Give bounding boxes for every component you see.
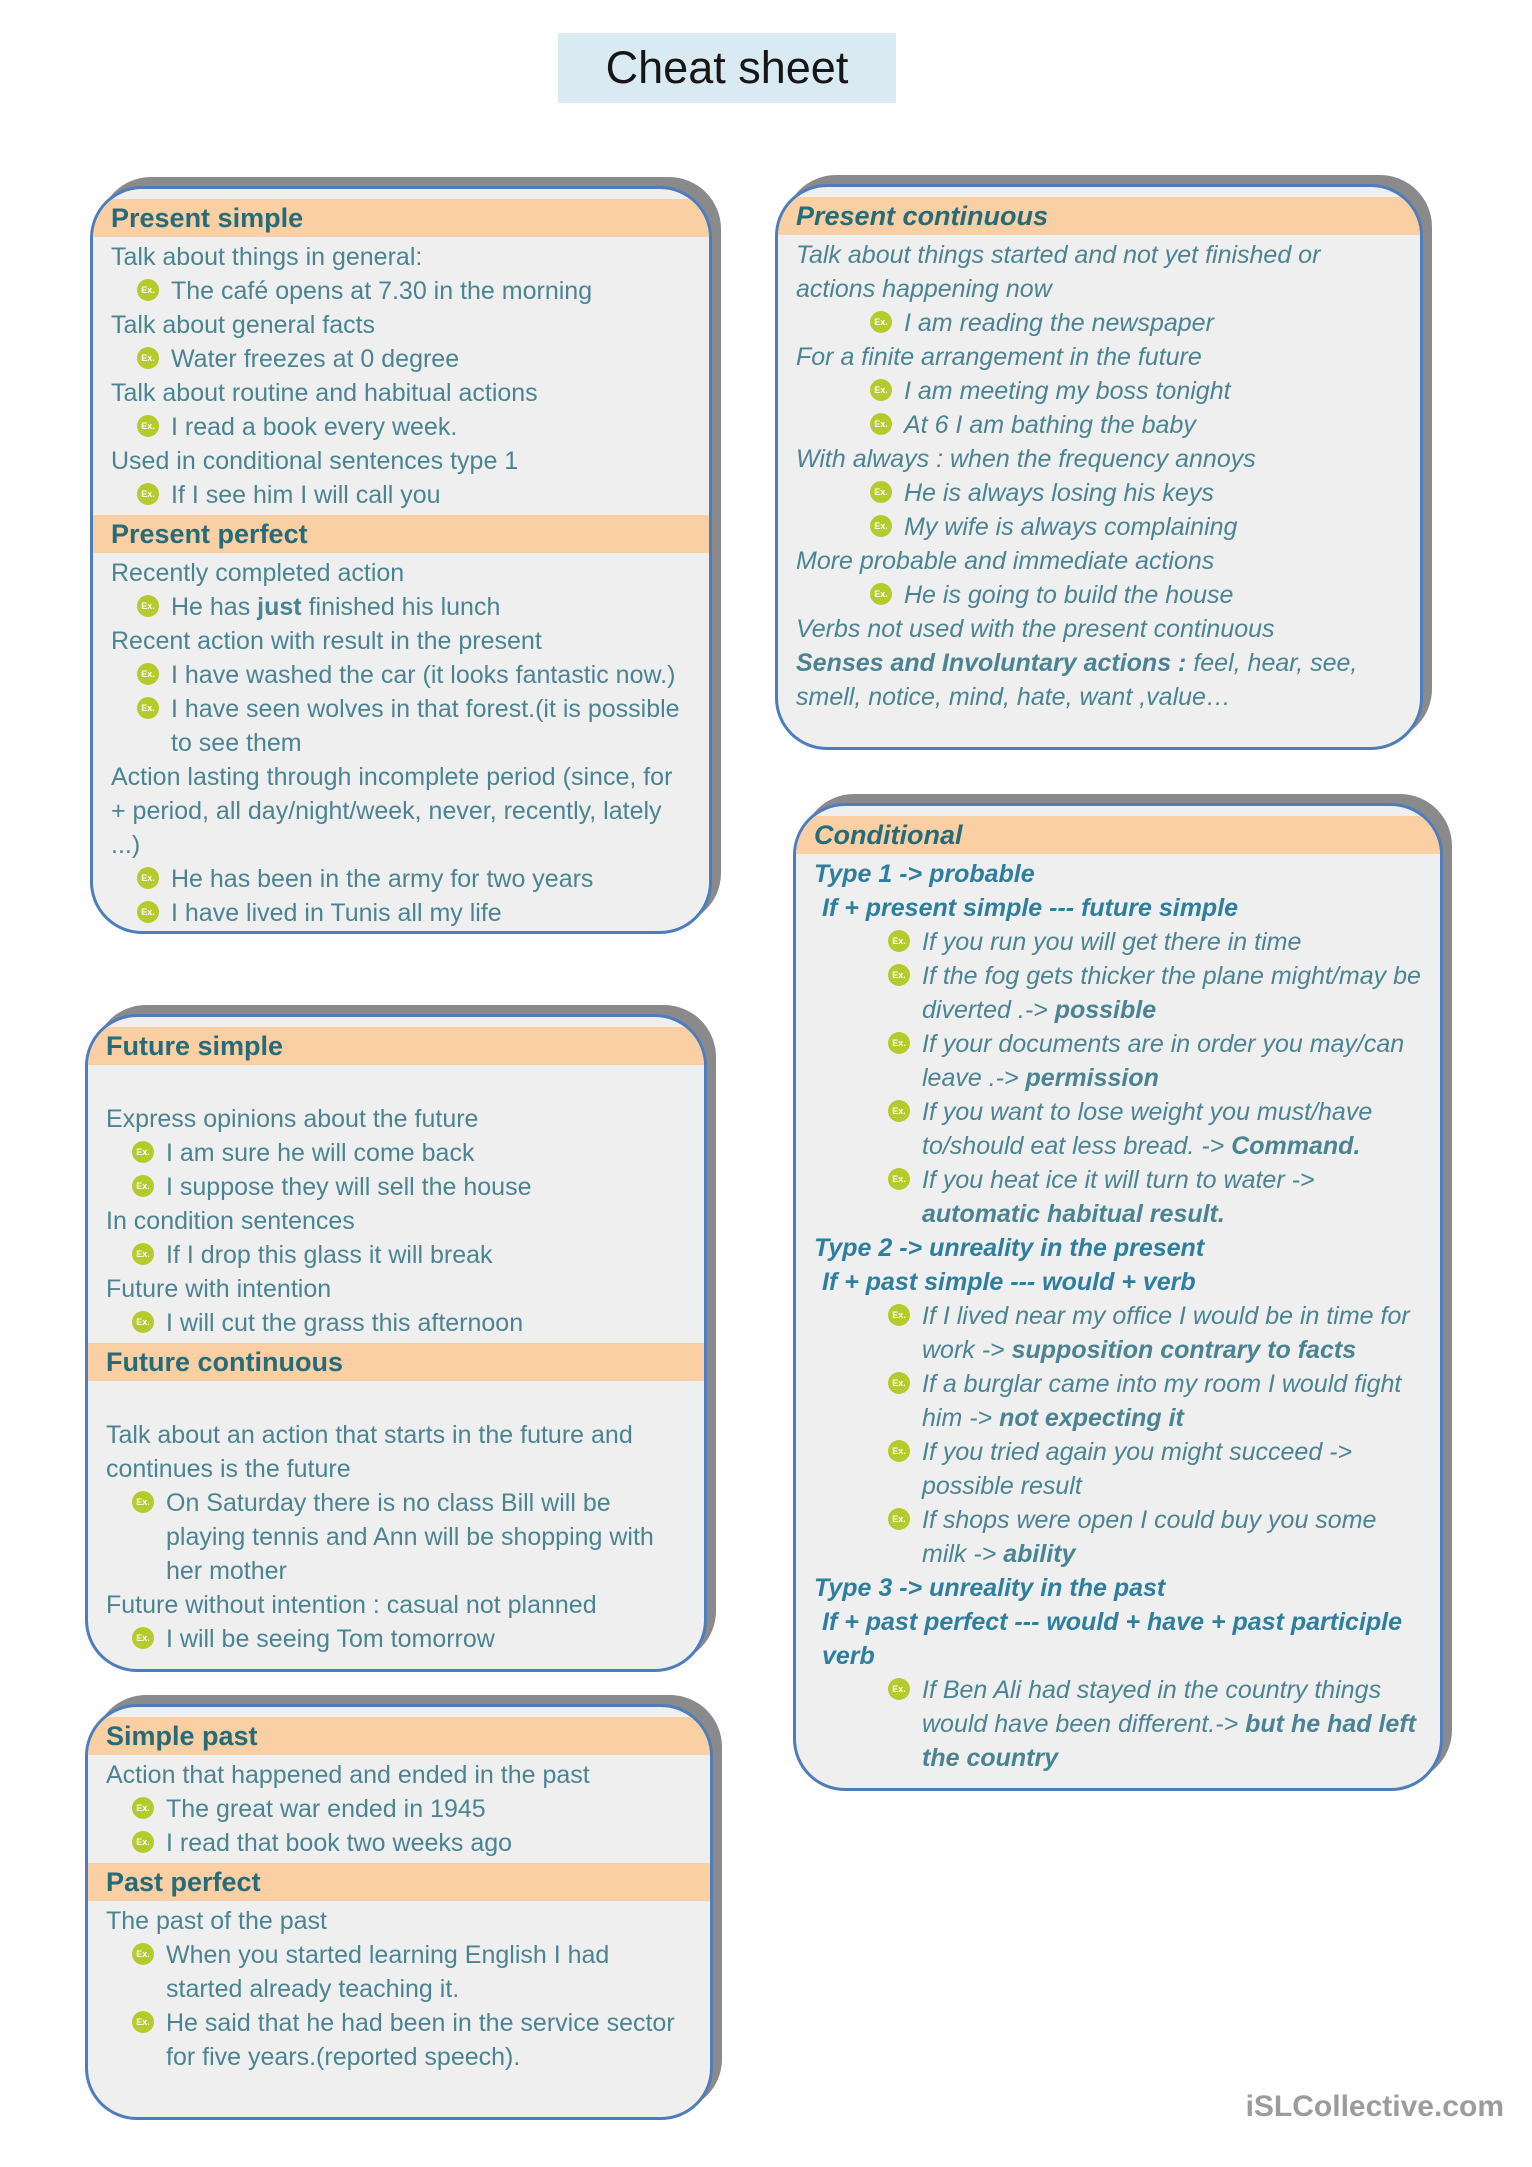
example-item: [88, 1826, 710, 1860]
spacer: [88, 1384, 704, 1418]
text-run: When you started learning English I had started already teaching it.: [166, 1941, 610, 2003]
text-run: I have lived in Tunis all my life: [171, 899, 502, 927]
text-run: not expecting it: [999, 1404, 1184, 1432]
example-bullet-icon: Ex.: [137, 595, 159, 617]
example-item: [778, 408, 1420, 442]
example-text: [922, 925, 1422, 959]
text-line: [93, 376, 709, 410]
example-text: [904, 374, 1402, 408]
example-text: [171, 410, 691, 444]
text-run: Water freezes at 0 degree: [171, 345, 460, 373]
example-bullet-icon: Ex.: [132, 1797, 154, 1819]
text-line: [778, 646, 1420, 714]
section-header: Future continuous: [88, 1343, 704, 1381]
example-bullet-icon: Ex.: [137, 347, 159, 369]
example-item: [796, 1503, 1440, 1571]
text-run: I am meeting my boss tonight: [904, 377, 1231, 405]
text-line: [88, 1758, 710, 1792]
example-text: [171, 862, 691, 896]
text-run: I have washed the car (it looks fantastic now.): [171, 661, 676, 689]
example-item: [88, 1238, 704, 1272]
example-item: [88, 1136, 704, 1170]
text-line: [88, 1102, 704, 1136]
text-run: If you heat ice it will turn to water ->: [922, 1166, 1315, 1194]
text-run: I read that book two weeks ago: [166, 1829, 513, 1857]
text-run: I have seen wolves in that forest.(it is possible to see them: [171, 695, 680, 757]
example-text: [922, 1435, 1422, 1503]
text-line: [88, 1588, 704, 1622]
text-run: If the fog gets thicker the plane might/may be diverted .->: [922, 962, 1421, 1024]
example-item: [88, 1170, 704, 1204]
example-bullet-icon: Ex.: [888, 1032, 910, 1054]
text-run: If + past perfect --- would + have + past participle verb: [822, 1608, 1403, 1670]
example-bullet-icon: Ex.: [132, 1831, 154, 1853]
text-run: The great war ended in 1945: [166, 1795, 486, 1823]
panel-present-continuous: [775, 184, 1423, 750]
text-run: Used in conditional sentences type 1: [111, 447, 519, 475]
text-run: Type 3 -> unreality in the past: [814, 1574, 1166, 1602]
example-text: [904, 476, 1402, 510]
text-line: [778, 612, 1420, 646]
type-line: [796, 1571, 1440, 1605]
example-item: [796, 1673, 1440, 1775]
text-run: At 6 I am bathing the baby: [904, 411, 1196, 439]
example-text: [166, 1792, 692, 1826]
text-run: I am reading the newspaper: [904, 309, 1214, 337]
text-run: Talk about routine and habitual actions: [111, 379, 538, 407]
example-bullet-icon: Ex.: [137, 279, 159, 301]
example-text: [922, 1673, 1422, 1775]
example-item: [796, 959, 1440, 1027]
example-bullet-icon: Ex.: [888, 1304, 910, 1326]
text-run: Action lasting through incomplete period (since, for + period, all day/night/week, never, recently, lately ...): [111, 763, 673, 859]
example-item: [778, 374, 1420, 408]
example-text: [171, 274, 691, 308]
example-item: [778, 476, 1420, 510]
example-text: [922, 1367, 1422, 1435]
section-header: Conditional: [796, 816, 1440, 854]
text-line: [93, 240, 709, 274]
example-bullet-icon: Ex.: [888, 1440, 910, 1462]
example-bullet-icon: Ex.: [132, 1943, 154, 1965]
example-item: [88, 1622, 704, 1656]
text-line: [88, 1418, 704, 1486]
text-run: ability: [1003, 1540, 1076, 1568]
text-run: More probable and immediate actions: [796, 547, 1215, 575]
example-item: [796, 1435, 1440, 1503]
text-run: Action that happened and ended in the past: [106, 1761, 590, 1789]
example-bullet-icon: Ex.: [132, 1141, 154, 1163]
example-item: [93, 342, 709, 376]
text-run: Recently completed action: [111, 559, 405, 587]
example-bullet-icon: Ex.: [132, 1243, 154, 1265]
text-run: Type 2 -> unreality in the present: [814, 1234, 1205, 1262]
example-text: [922, 1299, 1422, 1367]
text-line: [778, 340, 1420, 374]
spacer: [88, 1068, 704, 1102]
example-text: [166, 2006, 692, 2074]
panel-future-simple-continuous: [85, 1014, 707, 1672]
text-run: The past of the past: [106, 1907, 327, 1935]
example-item: [796, 1095, 1440, 1163]
text-run: Talk about general facts: [111, 311, 376, 339]
text-run: In condition sentences: [106, 1207, 355, 1235]
formula-line: [796, 1605, 1440, 1673]
example-item: [93, 478, 709, 512]
example-text: [166, 1306, 686, 1340]
example-item: [93, 658, 709, 692]
section-header: Simple past: [88, 1717, 710, 1755]
text-run: He is always losing his keys: [904, 479, 1214, 507]
text-run: On Saturday there is no class Bill will be playing tennis and Ann will be shopping with her mother: [166, 1489, 654, 1585]
example-bullet-icon: Ex.: [888, 1168, 910, 1190]
text-run: Future with intention: [106, 1275, 332, 1303]
example-text: [171, 342, 691, 376]
example-item: [796, 1027, 1440, 1095]
text-run: If a burglar came into my room I would fight him ->: [922, 1370, 1402, 1432]
example-item: [88, 1486, 704, 1588]
text-run: If I lived near my office I would be in time for work ->: [922, 1302, 1410, 1364]
text-run: Express opinions about the future: [106, 1105, 479, 1133]
example-text: [171, 692, 691, 760]
example-text: [922, 1027, 1422, 1095]
text-line: [93, 444, 709, 478]
section-header: Present perfect: [93, 515, 709, 553]
text-run: Future without intention : casual not planned: [106, 1591, 597, 1619]
text-line: [778, 238, 1420, 306]
example-bullet-icon: Ex.: [137, 901, 159, 923]
example-bullet-icon: Ex.: [137, 415, 159, 437]
example-bullet-icon: Ex.: [132, 1175, 154, 1197]
example-bullet-icon: Ex.: [137, 867, 159, 889]
example-item: [93, 896, 709, 930]
type-line: [796, 857, 1440, 891]
text-run: Talk about things in general:: [111, 243, 423, 271]
text-line: [93, 760, 709, 862]
text-run: If shops were open I could buy you some milk ->: [922, 1506, 1377, 1568]
example-item: [93, 274, 709, 308]
text-line: [778, 544, 1420, 578]
example-item: [88, 1938, 710, 2006]
section-header: Present simple: [93, 199, 709, 237]
example-item: [93, 692, 709, 760]
text-run: If I see him I will call you: [171, 481, 441, 509]
example-bullet-icon: Ex.: [137, 697, 159, 719]
example-bullet-icon: Ex.: [132, 1627, 154, 1649]
example-text: [922, 1163, 1422, 1231]
example-item: [796, 1367, 1440, 1435]
example-bullet-icon: Ex.: [870, 413, 892, 435]
text-run: My wife is always complaining: [904, 513, 1238, 541]
text-run: permission: [1025, 1064, 1159, 1092]
text-run: If I drop this glass it will break: [166, 1241, 493, 1269]
text-run: Senses and Involuntary actions :: [796, 649, 1187, 677]
example-item: [778, 578, 1420, 612]
section-header: Past perfect: [88, 1863, 710, 1901]
example-text: [904, 306, 1402, 340]
text-run: If Ben Ali had stayed in the country things would have been different.->: [922, 1676, 1382, 1738]
text-line: [778, 442, 1420, 476]
example-item: [796, 1299, 1440, 1367]
example-bullet-icon: Ex.: [888, 1100, 910, 1122]
example-bullet-icon: Ex.: [132, 1311, 154, 1333]
text-run: I will be seeing Tom tomorrow: [166, 1625, 495, 1653]
panel-present-simple-perfect: [90, 186, 712, 934]
text-run: just: [257, 593, 302, 621]
text-run: finished his lunch: [301, 593, 501, 621]
text-run: He is going to build the house: [904, 581, 1234, 609]
text-run: If you want to lose weight you must/have to/should eat less bread. ->: [922, 1098, 1373, 1160]
islcollective-watermark: iSLCollective.com: [1245, 2090, 1504, 2123]
example-bullet-icon: Ex.: [132, 1491, 154, 1513]
text-line: [93, 556, 709, 590]
text-run: If + present simple --- future simple: [822, 894, 1239, 922]
example-text: [904, 510, 1402, 544]
section-header: Present continuous: [778, 197, 1420, 235]
text-run: I read a book every week.: [171, 413, 458, 441]
example-bullet-icon: Ex.: [870, 311, 892, 333]
text-run: Type 1 -> probable: [814, 860, 1035, 888]
example-text: [166, 1486, 686, 1588]
example-item: [778, 306, 1420, 340]
text-run: automatic habitual result.: [922, 1200, 1225, 1228]
formula-line: [796, 1265, 1440, 1299]
example-text: [904, 578, 1402, 612]
example-text: [166, 1136, 686, 1170]
text-run: For a finite arrangement in the future: [796, 343, 1202, 371]
example-item: [88, 1792, 710, 1826]
example-text: [171, 896, 691, 930]
example-bullet-icon: Ex.: [888, 1508, 910, 1530]
example-item: [93, 862, 709, 896]
text-run: I am sure he will come back: [166, 1139, 475, 1167]
text-run: Recent action with result in the present: [111, 627, 542, 655]
text-run: Talk about things started and not yet finished or actions happening now: [796, 241, 1321, 303]
text-run: He said that he had been in the service sector for five years.(reported speech).: [166, 2009, 675, 2071]
example-bullet-icon: Ex.: [137, 663, 159, 685]
example-item: [778, 510, 1420, 544]
example-bullet-icon: Ex.: [870, 481, 892, 503]
text-line: [88, 1272, 704, 1306]
example-bullet-icon: Ex.: [888, 1372, 910, 1394]
example-item: [93, 410, 709, 444]
example-text: [922, 959, 1422, 1027]
example-item: [88, 1306, 704, 1340]
text-run: With always : when the frequency annoys: [796, 445, 1256, 473]
text-run: supposition contrary to facts: [1011, 1336, 1357, 1364]
example-item: [796, 1163, 1440, 1231]
example-text: [171, 658, 691, 692]
text-run: Talk about an action that starts in the future and continues is the future: [106, 1421, 633, 1483]
section-header: Future simple: [88, 1027, 704, 1065]
type-line: [796, 1231, 1440, 1265]
example-bullet-icon: Ex.: [888, 930, 910, 952]
text-run: If your documents are in order you may/can leave .->: [922, 1030, 1405, 1092]
example-text: [904, 408, 1402, 442]
panel-simple-past-past-perfect: [85, 1704, 713, 2120]
example-bullet-icon: Ex.: [132, 2011, 154, 2033]
text-run: feel, hear, see, smell, notice, mind, hate, want ,value…: [796, 649, 1358, 711]
text-run: He has: [171, 593, 258, 621]
example-text: [166, 1622, 686, 1656]
text-line: [88, 1904, 710, 1938]
text-run: Command.: [1231, 1132, 1361, 1160]
panel-conditional: [793, 803, 1443, 1791]
example-item: [93, 590, 709, 624]
example-text: [166, 1170, 686, 1204]
example-bullet-icon: Ex.: [870, 583, 892, 605]
example-item: [796, 925, 1440, 959]
example-item: [88, 2006, 710, 2074]
text-run: He has been in the army for two years: [171, 865, 594, 893]
text-line: [93, 624, 709, 658]
text-run: I suppose they will sell the house: [166, 1173, 532, 1201]
example-bullet-icon: Ex.: [888, 964, 910, 986]
example-text: [922, 1095, 1422, 1163]
text-run: The café opens at 7.30 in the morning: [171, 277, 593, 305]
example-text: [171, 590, 691, 624]
text-run: but he had left the country: [922, 1710, 1416, 1772]
example-text: [922, 1503, 1422, 1571]
text-line: [88, 1204, 704, 1238]
text-line: [93, 308, 709, 342]
text-run: If you tried again you might succeed -> possible result: [922, 1438, 1353, 1500]
text-run: possible: [1054, 996, 1157, 1024]
example-bullet-icon: Ex.: [888, 1678, 910, 1700]
example-text: [166, 1938, 692, 2006]
text-run: If + past simple --- would + verb: [822, 1268, 1196, 1296]
formula-line: [796, 891, 1440, 925]
text-run: Verbs not used with the present continuous: [796, 615, 1275, 643]
example-bullet-icon: Ex.: [870, 379, 892, 401]
example-text: [171, 478, 691, 512]
example-text: [166, 1238, 686, 1272]
text-run: If you run you will get there in time: [922, 928, 1302, 956]
example-text: [166, 1826, 692, 1860]
text-run: I will cut the grass this afternoon: [166, 1309, 524, 1337]
example-bullet-icon: Ex.: [870, 515, 892, 537]
page-title: Cheat sheet: [558, 33, 896, 103]
example-bullet-icon: Ex.: [137, 483, 159, 505]
